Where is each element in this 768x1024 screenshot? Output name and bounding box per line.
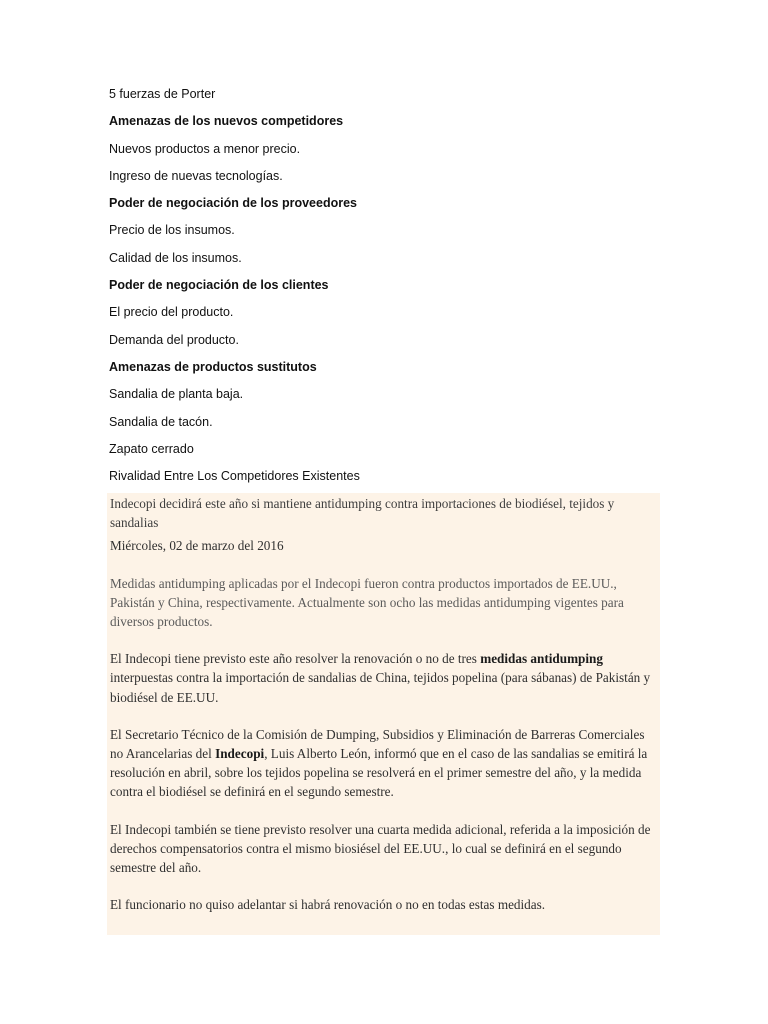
list-heading: Amenazas de los nuevos competidores — [109, 114, 344, 129]
list-item: El precio del producto. — [109, 305, 234, 320]
list-item: 5 fuerzas de Porter — [109, 87, 216, 101]
list-heading: Poder de negociación de los proveedores — [109, 196, 357, 211]
article-lead: Medidas antidumping aplicadas por el Indecopi fueron contra productos importados de EE.UU., Pakistán y China, respectivamente. Actualmente son ocho las medidas antidumping vigentes para diversos productos. — [110, 575, 624, 630]
list-item: Zapato cerrado — [109, 441, 194, 456]
article-paragraph — [110, 725, 660, 802]
paragraph-emphasis: medidas antidumping — [480, 651, 603, 667]
list-item: Calidad de los insumos. — [109, 250, 242, 265]
article-paragraph: El Indecopi también se tiene previsto resolver una cuarta medida adicional, referida a la imposición de derechos compensatorios contra el mismo biosiésel del EE.UU., lo cual se definirá en el segundo semestre del año. — [110, 821, 651, 876]
article-paragraph — [110, 649, 660, 707]
article-headline: Indecopi decidirá este año si mantiene antidumping contra importaciones de biodiésel, tejidos y sandalias — [110, 496, 615, 531]
list-item: Sandalia de planta baja. — [109, 387, 244, 402]
article-paragraph: El funcionario no quiso adelantar si habrá renovación o no en todas estas medidas. — [110, 897, 546, 913]
list-heading: Amenazas de productos sustitutos — [109, 359, 317, 374]
list-item: Sandalia de tacón. — [109, 414, 213, 429]
list-item: Precio de los insumos. — [109, 223, 235, 238]
paragraph-text: , Luis Alberto León, informó que en el caso de las sandalias se emitirá la resolución en abril, sobre los tejidos popelina se resolverá en el primer semestre del año, y la medida contra el biodiésel se definirá en el segundo semestre. — [110, 746, 648, 800]
article-date: Miércoles, 02 de marzo del 2016 — [110, 538, 284, 554]
paragraph-text: El Indecopi tiene previsto este año resolver la renovación o no de tres — [110, 651, 481, 667]
list-item: Nuevos productos a menor precio. — [109, 141, 301, 156]
list-item: Ingreso de nuevas tecnologías. — [109, 168, 283, 183]
list-item: Rivalidad Entre Los Competidores Existentes — [109, 469, 360, 484]
porter-list — [109, 84, 669, 493]
list-item: Demanda del producto. — [109, 332, 239, 347]
paragraph-text: El Secretario Técnico de la Comisión de Dumping, Subsidios y Eliminación de Barreras Comerciales no Arancelarias del — [110, 726, 645, 762]
list-heading: Poder de negociación de los clientes — [109, 278, 329, 293]
paragraph-emphasis: Indecopi — [215, 746, 265, 762]
paragraph-text: interpuestas contra la importación de sandalias de China, tejidos popelina (para sábanas) de Pakistán y biodiésel de EE.UU. — [110, 670, 651, 705]
article-block — [107, 493, 660, 935]
